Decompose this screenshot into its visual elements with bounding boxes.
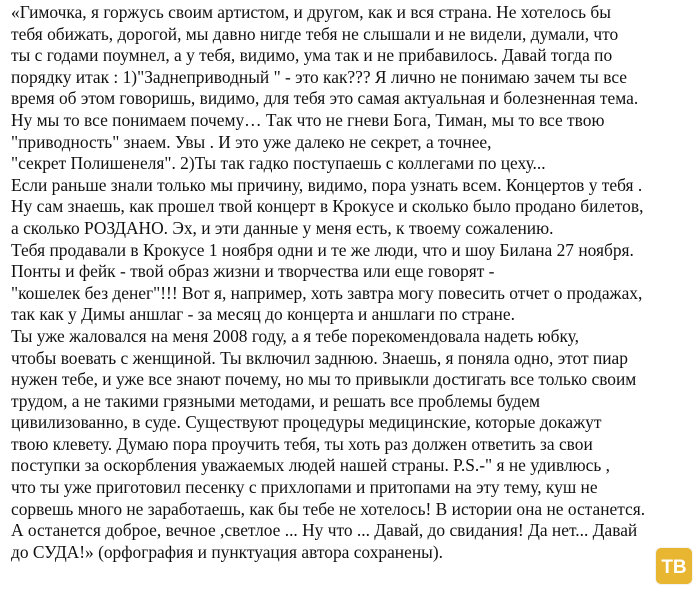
text-line: тебя обижать, дорогой, мы давно нигде тебя не слышали и не видели, думали, что xyxy=(11,23,619,44)
text-line: "секрет Полишенеля". 2)Ты так гадко поступаешь с коллегами по цеху... xyxy=(11,153,546,174)
text-line: время об этом говоришь, видимо, для тебя это самая актуальная и болезненная тема. xyxy=(11,88,639,109)
text-line: нужен тебе, и уже все знают почему, но мы то привыкли достигать все только своим xyxy=(11,369,637,390)
text-line: ты с годами поумнел, а у тебя, видимо, ума так и не прибавилось. Давай тогда по xyxy=(11,45,613,66)
quote-text-block xyxy=(11,2,697,563)
text-line: поступки за оскорбления уважаемых людей нашей страны. P.S.-" я не удивлюсь , xyxy=(11,455,610,476)
text-line: чтобы воевать с женщиной. Ты включил заднюю. Знаешь, я поняла одно, этот пиар xyxy=(11,347,628,368)
text-line: Ну мы то все понимаем почему… Так что не гневи Бога, Тиман, мы то все твою xyxy=(11,109,605,130)
text-line: так как у Димы аншлаг - за месяц до концерта и аншлаги по стране. xyxy=(11,304,515,325)
text-line: а сколько РОЗДАНО. Эх, и эти данные у меня есть, к твоему сожалению. xyxy=(11,217,554,238)
tb-logo-icon xyxy=(656,548,692,584)
text-line: "кошелек без денег"!!! Вот я, например, хоть завтра могу повесить отчет о продажах, xyxy=(11,282,643,303)
text-line: что ты уже приготовил песенку с прихлопами и притопами на эту тему, куш не xyxy=(11,477,598,498)
text-line: сорвешь много не заработаешь, как бы тебе не хотелось! В истории она не останется. xyxy=(11,498,646,519)
watermark-text: TB xyxy=(661,557,687,578)
tb-logo-glyph xyxy=(659,553,689,579)
text-line: порядку итак : 1)"Заднеприводный " - это как??? Я лично не понимаю зачем ты все xyxy=(11,66,627,87)
text-line: Ты уже жаловался на меня 2008 году, а я тебе порекомендовала надеть юбку, xyxy=(11,325,579,346)
text-line: трудом, а не такими грязными методами, и решать все проблемы будем xyxy=(11,390,541,411)
text-line: цивилизованно, в суде. Существуют процедуры медицинские, которые докажут xyxy=(11,412,602,433)
text-line: Ну сам знаешь, как прошел твой концерт в Крокусе и сколько было продано билетов, xyxy=(11,196,644,217)
text-line: А останется доброе, вечное ,светлое ... Ну что ... Давай, до свидания! Да нет... Давай xyxy=(11,520,638,541)
text-line: "приводность" знаем. Увы . И это уже далеко не секрет, а точнее, xyxy=(11,131,492,152)
text-line: «Гимочка, я горжусь своим артистом, и другом, как и вся страна. Не хотелось бы xyxy=(11,2,611,22)
text-line: твою клевету. Думаю пора проучить тебя, ты хоть раз должен ответить за свои xyxy=(11,433,593,454)
text-line: Тебя продавали в Крокусе 1 ноября одни и те же люди, что и шоу Билана 27 ноября. xyxy=(11,239,634,260)
text-line: Понты и фейк - твой образ жизни и творчества или еще говорят - xyxy=(11,261,495,282)
text-line: до СУДА!» (орфография и пунктуация автора сохранены). xyxy=(11,541,443,562)
text-line: Если раньше знали только мы причину, видимо, пора узнать всем. Концертов у тебя . xyxy=(11,174,643,195)
